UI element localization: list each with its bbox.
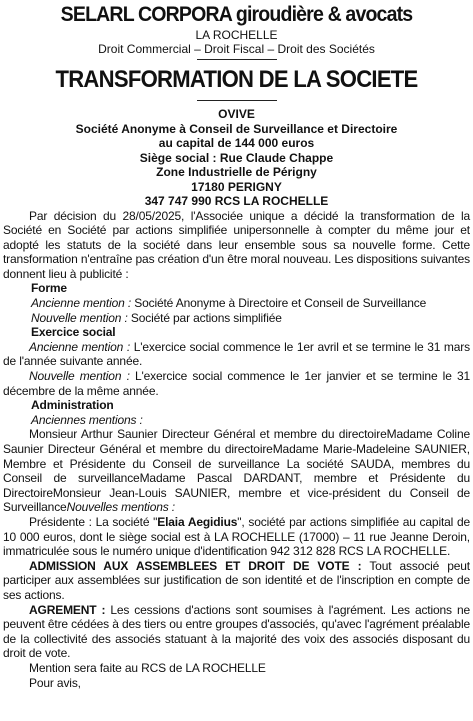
section-heading-administration: Administration (31, 398, 114, 413)
notice-title: TRANSFORMATION DE LA SOCIETE (55, 66, 418, 93)
company-capital: au capital de 144 000 euros (158, 136, 315, 150)
company-form: Société Anonyme à Conseil de Surveillance et Directoire (75, 121, 398, 136)
agrement-text: Les cessions d'actions sont soumises à l'agrément. Les actions ne peuvent être cédées à des tiers ou entre groupes d'associés, qu'avec l'agrément préalable de la collectivité des associés statuant à la majorité des voix des associés disposant du droit de vote. (3, 602, 470, 661)
section-heading-exercice: Exercice social (31, 325, 116, 340)
old-label: Ancienne mention : (31, 296, 132, 311)
old-text: Monsieur Arthur Saunier Directeur Général et membre du directoireMadame Coline Saunier Directeur Général et membre du directoireMadame Marie-Madeleine SAUNIER, Membre et Présidente du Conseil de surveillance La société SAUDA, membres du Conseil de surveillanceMadame Pascal DARDANT, membre et Présidente du DirectoireMonsieur Jean-Louis SAUNIER, membre et vice-président du Conseil de Surveillance (3, 427, 470, 515)
intro-paragraph: Par décision du 28/05/2025, l'Associée unique a décidé la transformation de la Société en Société par actions simplifiée unipersonnelle à compter du même jour et adopté les statuts de la société dans leur ensemble sous sa nouvelle forme. Cette transformation n'entraîne pas création d'un être moral nouveau. Les dispositions suivantes donnent lieu à publicité : (3, 208, 470, 281)
administration-old-label: Anciennes mentions : (31, 412, 143, 427)
company-name: OVIVE (218, 107, 255, 121)
company-siege: Siège social : Rue Claude Chappe (139, 150, 334, 165)
divider (197, 59, 277, 60)
new-text: Société par actions simplifiée (127, 310, 282, 325)
section-heading-forme: Forme (31, 281, 67, 296)
old-label: Ancienne mention : (29, 339, 131, 354)
exercice-new (3, 369, 470, 398)
administration-new (3, 515, 470, 559)
new-label: Nouvelle mention : (29, 369, 130, 384)
closing-mention: Mention sera faite au RCS de LA ROCHELLE (29, 660, 266, 675)
forme-new (3, 311, 470, 326)
new-text: L'exercice social commence le 1er janvier et se termine le 31 décembre de la même année. (3, 369, 470, 398)
firm-specialties: Droit Commercial – Droit Fiscal – Droit des Sociétés (98, 42, 375, 56)
firm-city: LA ROCHELLE (195, 28, 278, 42)
company-rcs: 347 747 990 RCS LA ROCHELLE (144, 194, 329, 208)
admission-paragraph (3, 559, 470, 603)
agrement-paragraph (3, 603, 470, 661)
agrement-heading: AGREMENT : (29, 602, 106, 617)
company-zone: Zone Industrielle de Périgny (156, 165, 317, 179)
exercice-old (3, 340, 470, 369)
president-name: Elaia Aegidius (157, 514, 238, 529)
old-text: L'exercice social commence le 1er avril et se termine le 31 mars de l'année suivante année. (3, 339, 470, 369)
new-label: Nouvelles mentions : (66, 500, 175, 515)
divider (197, 100, 277, 101)
new-label: Nouvelle mention : (31, 310, 128, 325)
old-text: Société Anonyme à Directoire et Conseil de Surveillance (131, 296, 427, 311)
new-text-post: ", société par actions simplifiée au capital de 10 000 euros, dont le siège social est à LA ROCHELLE (17000) – 11 rue Jeanne Deroin, immatriculée sous le numéro unique d'identification 942 312 828 RCS LA ROCHELLE. (3, 514, 471, 559)
administration-old (3, 427, 470, 515)
closing-pour-avis: Pour avis, (29, 675, 81, 690)
firm-name: SELARL CORPORA giroudière & avocats (60, 3, 413, 26)
admission-text: Tout associé peut participer aux assemblées sur justification de son identité et de l'inscription en compte de ses actions. (3, 558, 470, 602)
admission-heading: ADMISSION AUX ASSEMBLEES ET DROIT DE VOTE : (29, 558, 362, 573)
new-text-pre: Présidente : La société " (29, 514, 158, 529)
company-postal: 17180 PERIGNY (191, 179, 282, 194)
notice-body (3, 209, 470, 691)
forme-old (3, 296, 470, 311)
